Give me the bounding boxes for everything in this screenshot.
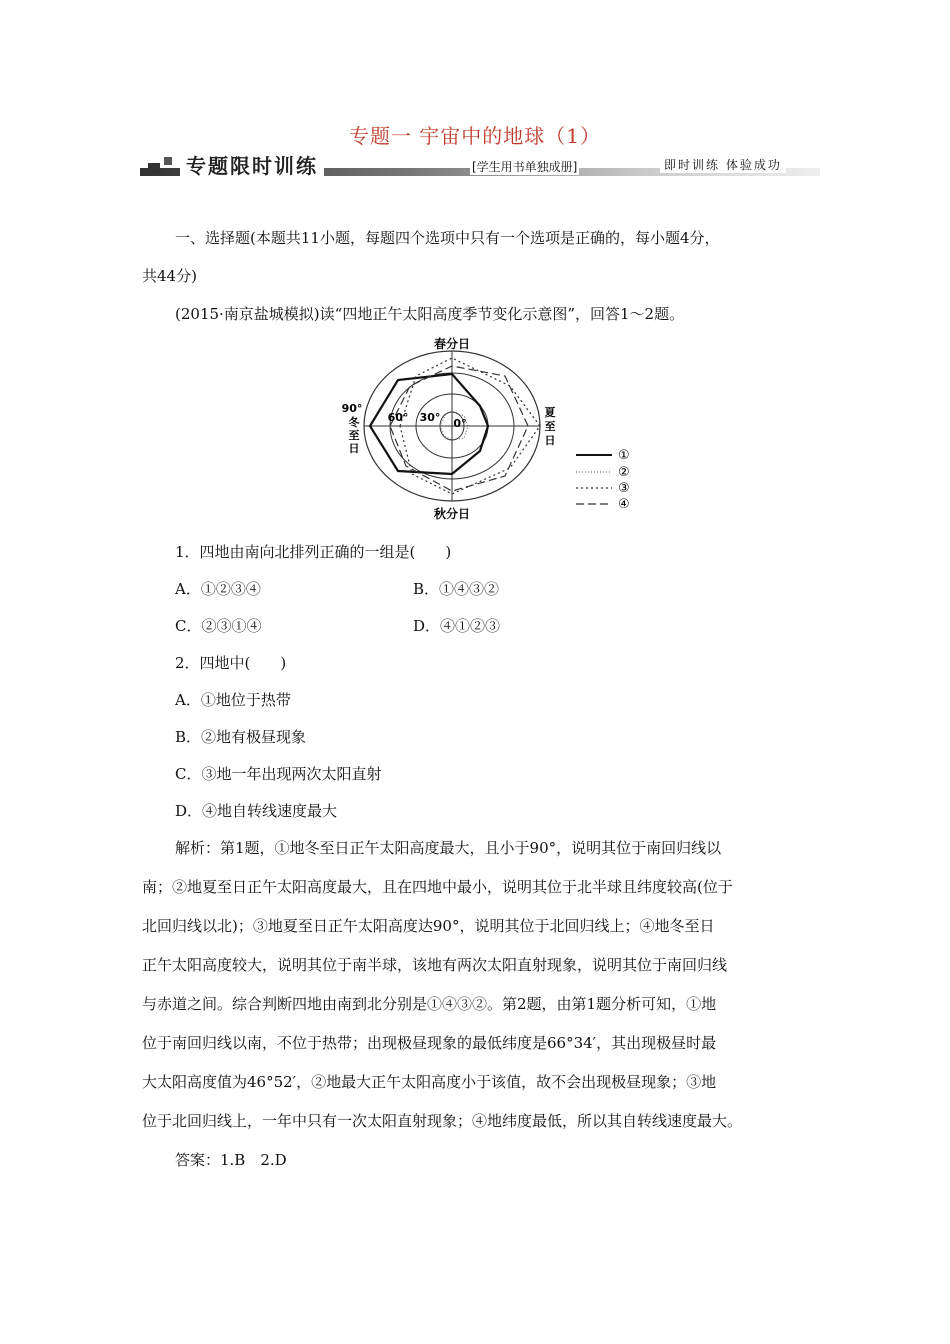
label-summer-1: 夏 xyxy=(544,406,556,419)
q1-option-d: D．④①②③ xyxy=(413,617,501,635)
analysis-line: 正午太阳高度较大，说明其位于南半球，该地有两次太阳直射现象，说明其位于南回归线 xyxy=(142,956,728,974)
q1-option-a: A．①②③④ xyxy=(175,580,261,598)
banner-square xyxy=(148,163,160,175)
q2-option-a: A．①地位于热带 xyxy=(175,691,291,709)
label-0: 0° xyxy=(453,417,467,430)
legend-label-2: ② xyxy=(618,465,630,480)
legend-label-4: ④ xyxy=(618,497,630,512)
intro-text: (2015·南京盐城模拟)读“四地正午太阳高度季节变化示意图”，回答1～2题。 xyxy=(175,305,685,323)
label-30: 30° xyxy=(419,411,441,424)
legend-label-3: ③ xyxy=(618,481,630,496)
q1-option-c: C．②③①④ xyxy=(175,617,262,635)
banner-square-small xyxy=(164,157,172,165)
label-summer-2: 至 xyxy=(544,420,556,433)
label-winter-3: 日 xyxy=(348,442,360,455)
analysis-line: 位于南回归线以南，不位于热带；出现极昼现象的最低纬度是66°34′，其出现极昼时最 xyxy=(142,1034,717,1052)
q1-option-b: B．①④③② xyxy=(413,580,500,598)
section-heading-line1: 一、选择题(本题共11小题，每题四个选项中只有一个选项是正确的，每小题4分， xyxy=(175,229,720,247)
section-heading-line2: 共44分) xyxy=(142,267,197,285)
section-banner xyxy=(140,150,820,182)
label-60: 60° xyxy=(387,411,409,424)
banner-slogan: 即时训练 体验成功 xyxy=(660,156,786,173)
label-summer-3: 日 xyxy=(544,434,556,447)
q2-option-c: C．③地一年出现两次太阳直射 xyxy=(175,765,382,783)
analysis-line: 与赤道之间。综合判断四地由南到北分别是①④③②。第2题，由第1题分析可知，①地 xyxy=(142,995,717,1013)
banner-label: 专题限时训练 xyxy=(180,150,324,179)
analysis-line: 大太阳高度值为46°52′，②地最大正午太阳高度小于该值，故不会出现极昼现象；③地 xyxy=(142,1073,717,1091)
label-autumn-equinox: 秋分日 xyxy=(433,507,471,521)
q2-option-d: D．④地自转线速度最大 xyxy=(175,802,338,820)
analysis-line: 解析：第1题，①地冬至日正午太阳高度最大，且小于90°，说明其位于南回归线以 xyxy=(175,839,722,857)
label-winter-1: 冬 xyxy=(348,416,360,429)
analysis-line: 北回归线以北)；③地夏至日正午太阳高度达90°，说明其位于北回归线上；④地冬至日 xyxy=(142,917,715,935)
curve-1 xyxy=(370,374,488,474)
q2-stem: 2．四地中( ) xyxy=(175,654,287,672)
analysis-line: 南；②地夏至日正午太阳高度最大，且在四地中最小，说明其位于北半球且纬度较高(位于 xyxy=(142,878,733,896)
analysis-line: 位于北回归线上，一年中只有一次太阳直射现象；④地纬度最低，所以其自转线速度最大。 xyxy=(142,1112,743,1130)
answer-line: 答案：1.B 2.D xyxy=(175,1151,287,1169)
label-spring-equinox: 春分日 xyxy=(433,337,471,351)
q1-stem: 1．四地由南向北排列正确的一组是( ) xyxy=(175,543,452,561)
page-title: 专题一 宇宙中的地球（1） xyxy=(348,124,602,148)
label-90: 90° xyxy=(341,402,363,415)
label-winter-2: 至 xyxy=(348,429,360,442)
banner-note: [学生用书单独成册] xyxy=(472,160,578,174)
solar-altitude-diagram xyxy=(340,336,660,526)
legend-label-1: ① xyxy=(618,448,630,463)
q2-option-b: B．②地有极昼现象 xyxy=(175,728,307,746)
